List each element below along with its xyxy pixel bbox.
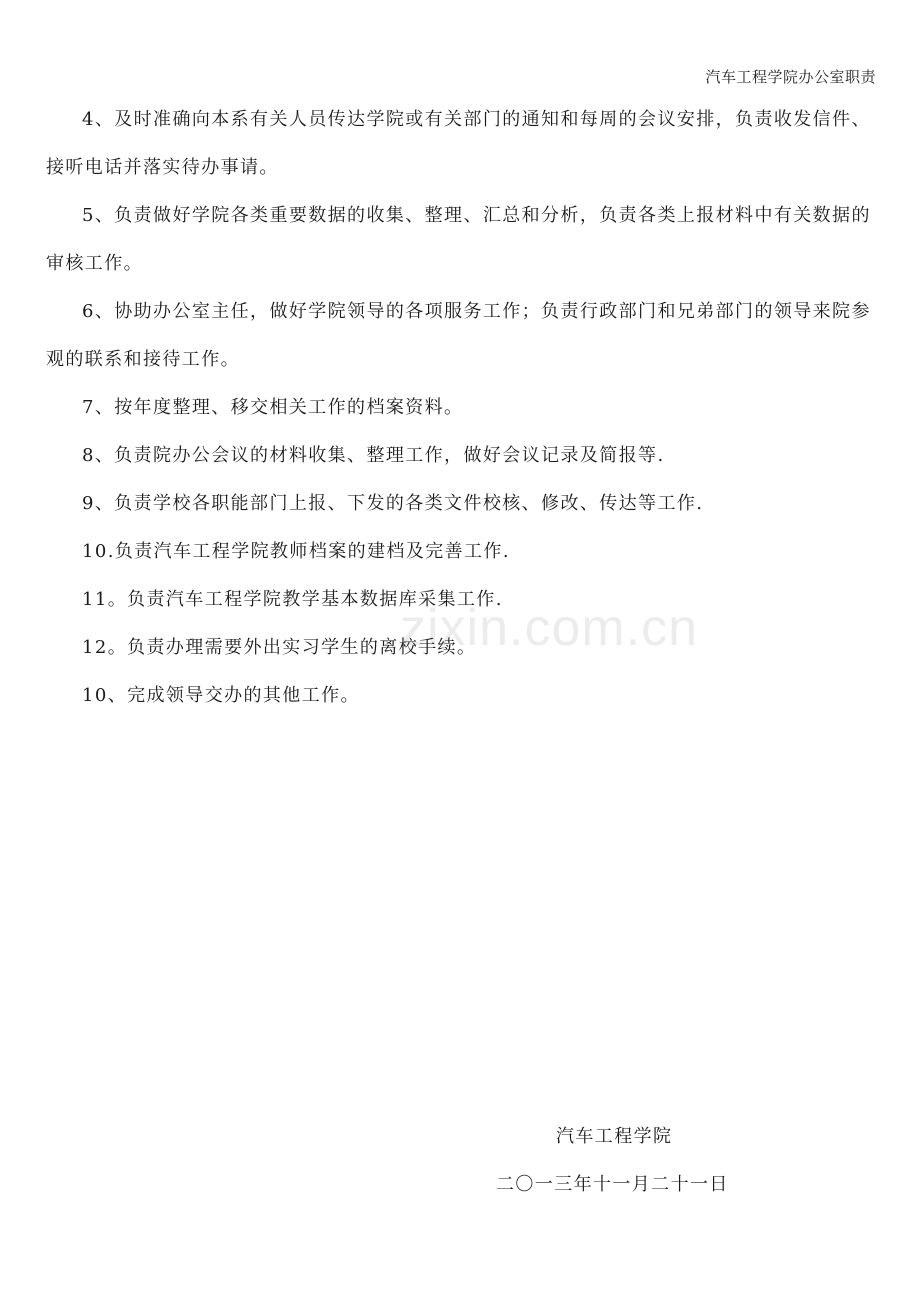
- header-title: 汽车工程学院办公室职责: [705, 68, 876, 86]
- paragraph-item: 10.负责汽车工程学院教师档案的建档及完善工作.: [82, 541, 510, 562]
- paragraph-item: 4、及时准确向本系有关人员传达学院或有关部门的通知和每周的会议安排，负责收发信件、接听电话并落实待办事请。: [46, 109, 871, 178]
- paragraph-item: 9、负责学校各职能部门上报、下发的各类文件校核、修改、传达等工作.: [82, 493, 704, 514]
- paragraph-item: 6、协助办公室主任，做好学院领导的各项服务工作；负责行政部门和兄弟部门的领导来院参观的联系和接待工作。: [46, 301, 871, 370]
- document-body: [46, 96, 878, 720]
- signature-date: 二〇一三年十一月二十一日: [496, 1174, 729, 1195]
- paragraph-item: 8、负责院办公会议的材料收集、整理工作，做好会议记录及简报等.: [82, 445, 665, 466]
- paragraph-item: 7、按年度整理、移交相关工作的档案资料。: [82, 397, 464, 418]
- paragraph-item: 11。负责汽车工程学院教学基本数据库采集工作.: [82, 589, 503, 610]
- paragraph-item: 12。负责办理需要外出实习学生的离校手续。: [82, 637, 477, 658]
- signature-org: 汽车工程学院: [556, 1126, 673, 1147]
- paragraph-item: 5、负责做好学院各类重要数据的收集、整理、汇总和分析，负责各类上报材料中有关数据的审核工作。: [46, 205, 871, 274]
- paragraph-item: 10、完成领导交办的其他工作。: [82, 685, 360, 706]
- watermark: zixin.com.cn: [400, 599, 699, 657]
